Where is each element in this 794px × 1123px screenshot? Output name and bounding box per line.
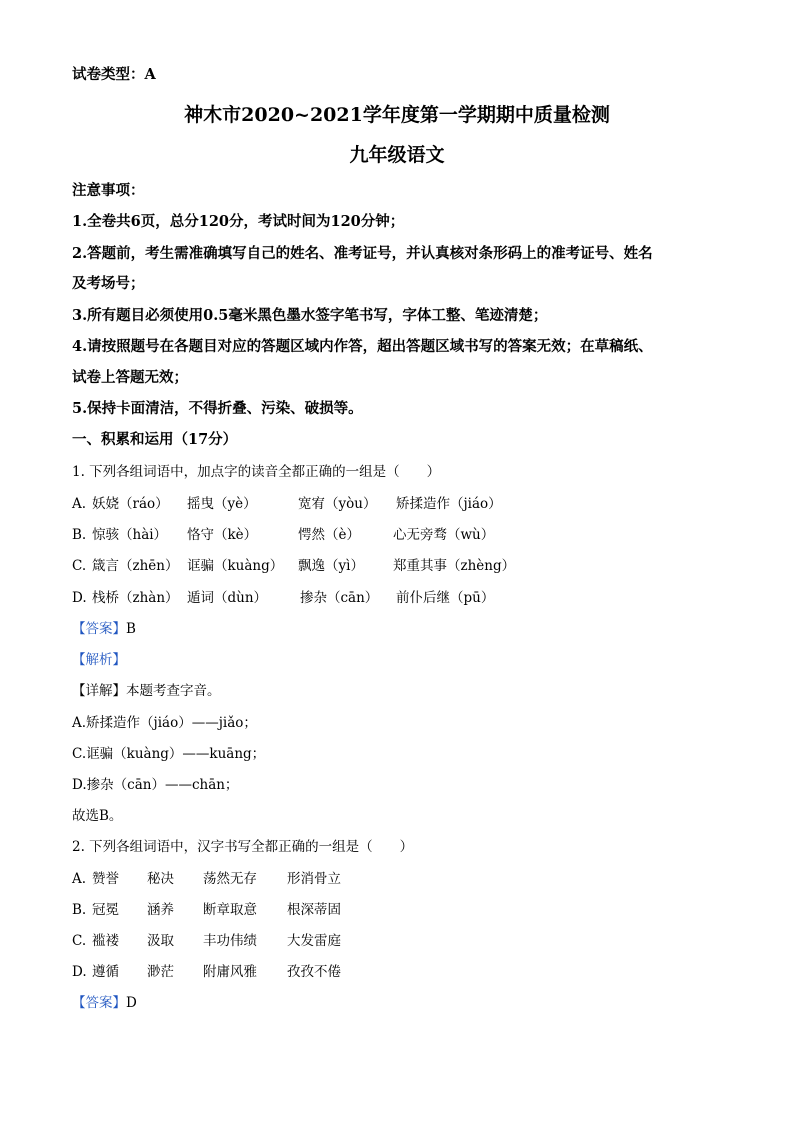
option-word: 惊骇（hài） [92, 527, 168, 543]
option-word: 诓骗（kuàng） [187, 558, 284, 574]
option-word: 大发雷庭 [287, 933, 341, 949]
notice-item: 4.请按照题号在各题目对应的答题区域内作答，超出答题区域书写的答案无效；在草稿纸、 [72, 338, 653, 355]
option-word: 掺杂（cān） [300, 590, 379, 606]
section-heading: 一、积累和运用（17分） [72, 431, 238, 448]
answer-tag: 【答案】 [72, 621, 126, 637]
analysis-tag: 【解析】 [72, 652, 126, 668]
option-word: 秘决 [147, 871, 174, 887]
option-word: 丰功伟绩 [203, 933, 257, 949]
option-word: 摇曳（yè） [187, 496, 257, 512]
detail-tag: 【详解】 [72, 683, 126, 699]
option-word: 矫揉造作（jiáo） [396, 496, 502, 512]
notice-item: 3.所有题目必须使用0.5毫米黑色墨水签字笔书写，字体工整、笔迹清楚； [72, 307, 548, 324]
exam-type: 试卷类型：A [72, 66, 156, 83]
answer-line [72, 994, 137, 1012]
notice-item: 2.答题前，考生需准确填写自己的姓名、准考证号，并认真核对条形码上的准考证号、姓名 [72, 245, 653, 262]
option-word: 遁词（dùn） [187, 590, 268, 606]
option-word: 妖娆（ráo） [92, 496, 169, 512]
option-word: 孜孜不倦 [287, 964, 341, 980]
page-subtitle: 九年级语文 [349, 144, 445, 166]
analysis-line: C.诓骗（kuàng）——kuāng； [72, 746, 266, 762]
answer-tag: 【答案】 [72, 995, 126, 1011]
detail-line [72, 682, 221, 700]
notice-item: 5.保持卡面清洁，不得折叠、污染、破损等。 [72, 400, 363, 417]
page-title: 神木市2020~2021学年度第一学期期中质量检测 [184, 104, 610, 126]
notice-item: 试卷上答题无效； [72, 369, 188, 386]
option-word: 汲取 [147, 933, 174, 949]
option-word: 飘逸（yì） [298, 558, 364, 574]
detail-text: 本题考查字音。 [126, 683, 221, 699]
option-word: 赞誉 [92, 871, 119, 887]
option-letter: D. [72, 590, 87, 606]
option-word: 冠冕 [92, 902, 119, 918]
option-word: 箴言（zhēn） [92, 558, 179, 574]
option-word: 前仆后继（pū） [396, 590, 495, 606]
option-word: 形消骨立 [287, 871, 341, 887]
option-word: 愕然（è） [298, 527, 360, 543]
option-word: 郑重其事（zhèng） [393, 558, 516, 574]
option-word: 心无旁骛（wù） [393, 527, 495, 543]
answer-value: B [126, 621, 136, 637]
option-letter: C. [72, 933, 87, 949]
notice-item: 及考场号； [72, 275, 145, 292]
option-letter: C. [72, 558, 87, 574]
option-letter: B. [72, 527, 87, 543]
option-word: 根深蒂固 [287, 902, 341, 918]
analysis-line: 故选B。 [72, 808, 123, 824]
option-letter: A. [72, 871, 87, 887]
option-word: 宽宥（yòu） [298, 496, 377, 512]
analysis-line: D.掺杂（cān）——chān； [72, 777, 239, 793]
notice-item: 1.全卷共6页，总分120分，考试时间为120分钟； [72, 213, 405, 230]
answer-value: D [126, 995, 137, 1011]
option-word: 褴褛 [92, 933, 119, 949]
option-word: 荡然无存 [203, 871, 257, 887]
option-word: 栈桥（zhàn） [92, 590, 179, 606]
option-letter: B. [72, 902, 87, 918]
notice-heading: 注意事项： [72, 182, 145, 199]
option-word: 恪守（kè） [187, 527, 258, 543]
option-letter: D. [72, 964, 87, 980]
option-word: 附庸风雅 [203, 964, 257, 980]
option-word: 断章取意 [203, 902, 257, 918]
question-stem: 2. 下列各组词语中，汉字书写全都正确的一组是（ ） [72, 839, 414, 855]
option-word: 渺茫 [147, 964, 174, 980]
option-word: 涵养 [147, 902, 174, 918]
option-letter: A. [72, 496, 87, 512]
option-word: 遵循 [92, 964, 119, 980]
answer-line [72, 620, 136, 638]
analysis-line: A.矫揉造作（jiáo）——jiǎo； [72, 715, 257, 731]
question-stem: 1. 下列各组词语中，加点字的读音全都正确的一组是（ ） [72, 464, 441, 480]
